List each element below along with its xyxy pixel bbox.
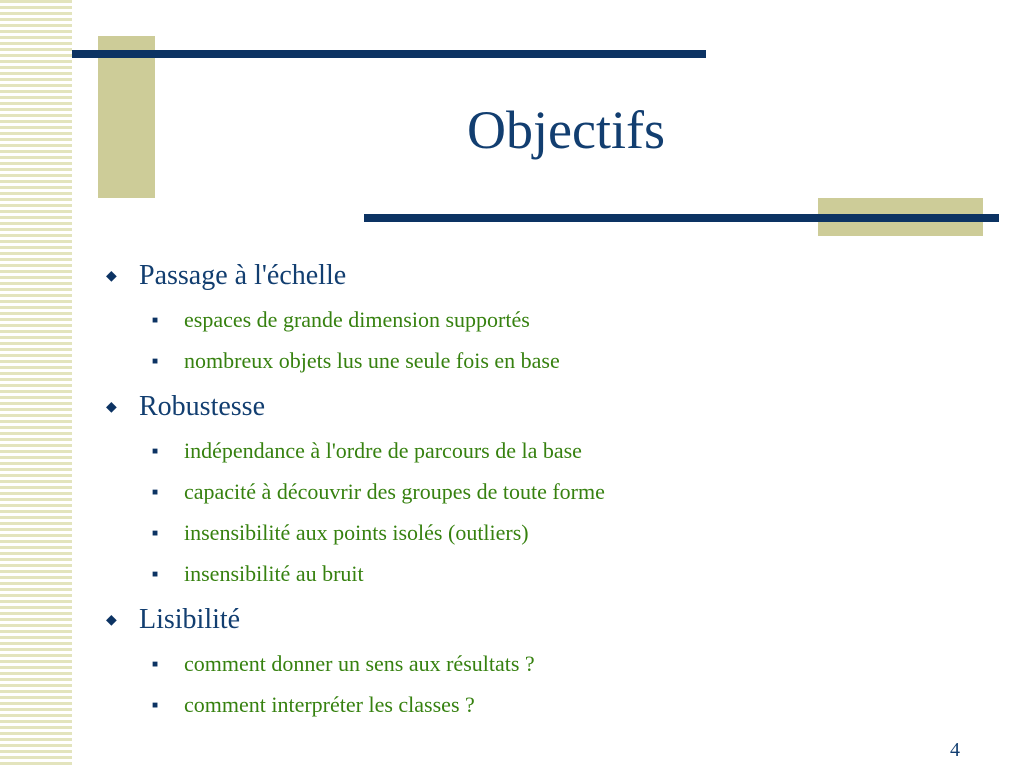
square-bullet-icon: ■	[152, 445, 159, 457]
sub-bullet-item	[152, 649, 535, 679]
bullet-item	[106, 258, 346, 294]
sub-bullet-text: indépendance à l'ordre de parcours de la base	[184, 438, 582, 463]
sub-bullet-text: insensibilité aux points isolés (outliers)	[184, 520, 529, 545]
sub-bullet-text: nombreux objets lus une seule fois en base	[184, 348, 560, 373]
bullet-text: Robustesse	[139, 391, 265, 422]
diamond-bullet-icon: ◆	[106, 612, 117, 628]
sub-bullet-item	[152, 436, 582, 466]
sub-bullet-text: comment interpréter les classes ?	[184, 692, 475, 717]
sub-bullet-item	[152, 477, 605, 507]
diamond-bullet-icon: ◆	[106, 268, 117, 284]
square-bullet-icon: ■	[152, 568, 159, 580]
bullet-text: Passage à l'échelle	[139, 260, 347, 291]
sub-bullet-item	[152, 559, 364, 589]
sub-bullet-text: comment donner un sens aux résultats ?	[184, 651, 535, 676]
slide-title: Objectifs	[467, 100, 665, 160]
sub-bullet-item	[152, 518, 529, 548]
sub-bullet-text: capacité à découvrir des groupes de toute forme	[184, 479, 605, 504]
square-bullet-icon: ■	[152, 527, 159, 539]
sub-bullet-item	[152, 305, 530, 335]
square-bullet-icon: ■	[152, 314, 159, 326]
bullet-item	[106, 389, 265, 425]
bullet-item	[106, 602, 240, 638]
sub-bullet-text: insensibilité au bruit	[184, 561, 364, 586]
sub-bullet-item	[152, 690, 475, 720]
sub-bullet-text: espaces de grande dimension supportés	[184, 307, 530, 332]
square-bullet-icon: ■	[152, 699, 159, 711]
square-bullet-icon: ■	[152, 355, 159, 367]
diamond-bullet-icon: ◆	[106, 399, 117, 415]
square-bullet-icon: ■	[152, 658, 159, 670]
bullet-text: Lisibilité	[139, 604, 241, 635]
page-number: 4	[950, 739, 960, 761]
sub-bullet-item	[152, 346, 560, 376]
square-bullet-icon: ■	[152, 486, 159, 498]
